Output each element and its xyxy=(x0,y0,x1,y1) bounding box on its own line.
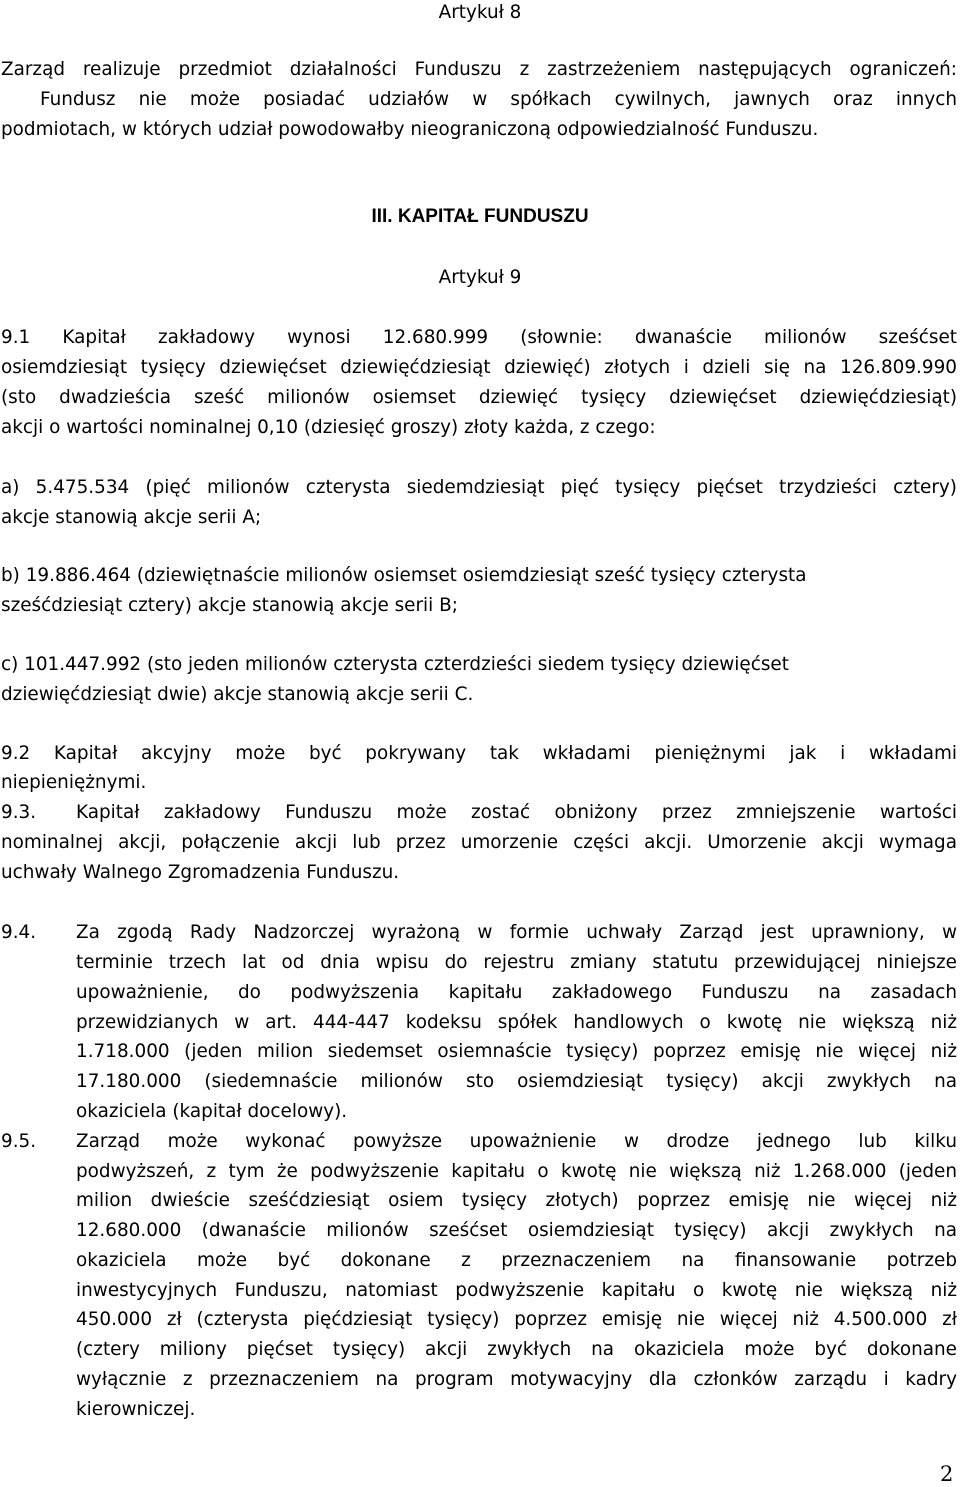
paragraph-9-5-number: 9.5. xyxy=(1,1131,37,1152)
paragraph-9-5-line: wyłącznie z przeznaczeniem na program motywacyjny dla członków zarządu i kadry xyxy=(76,1369,957,1390)
page-number: 2 xyxy=(940,1462,954,1486)
paragraph-9-4-line: 1.718.000 (jeden milion siedemset osiemnaście tysięcy) poprzez emisję nie więcej niż xyxy=(76,1041,957,1062)
paragraph-9-4-line: Za zgodą Rady Nadzorczej wyrażoną w formie uchwały Zarząd jest uprawniony, w xyxy=(76,922,957,943)
paragraph-9-5-line: podwyższeń, z tym że podwyższenie kapitału o kwotę nie większą niż 1.268.000 (jeden xyxy=(76,1161,957,1182)
article-8-line: Zarząd realizuje przedmiot działalności Funduszu z zastrzeżeniem następujących ograniczeń: xyxy=(1,59,957,80)
paragraph-9-3-line: Kapitał zakładowy Funduszu może zostać obniżony przez zmniejszenie wartości xyxy=(76,802,957,823)
article-8-heading: Artykuł 8 xyxy=(438,2,522,23)
paragraph-9-4-line: okaziciela (kapitał docelowy). xyxy=(76,1101,348,1122)
list-item-a-line: akcje stanowią akcje serii A; xyxy=(1,507,262,528)
paragraph-9-3-line: uchwały Walnego Zgromadzenia Funduszu. xyxy=(1,862,400,883)
paragraph-9-5-line: Zarząd może wykonać powyższe upoważnienie w drodze jednego lub kilku xyxy=(76,1131,957,1152)
paragraph-9-3-number: 9.3. xyxy=(1,802,37,823)
paragraph-9-1-line: osiemdziesiąt tysięcy dziewięćset dziewięćdziesiąt dziewięć) złotych i dzieli się na 126.809.990 xyxy=(1,357,957,378)
list-item-b-line: sześćdziesiąt cztery) akcje stanowią akcje serii B; xyxy=(1,595,458,616)
article-9-heading: Artykuł 9 xyxy=(438,267,522,288)
list-item-c-line: c) 101.447.992 (sto jeden milionów czterysta czterdzieści siedem tysięcy dziewięćset xyxy=(1,654,789,675)
paragraph-9-4-line: 17.180.000 (siedemnaście milionów sto osiemdziesiąt tysięcy) akcji zwykłych na xyxy=(76,1071,957,1092)
article-8-line: Fundusz nie może posiadać udziałów w spółkach cywilnych, jawnych oraz innych xyxy=(40,89,957,110)
paragraph-9-5-line: kierowniczej. xyxy=(76,1399,196,1420)
paragraph-9-1-line: (sto dwadzieścia sześć milionów osiemset dziewięć tysięcy dziewięćset dziewięćdziesiąt) xyxy=(1,387,957,408)
paragraph-9-4-line: upoważnienie, do podwyższenia kapitału zakładowego Funduszu na zasadach xyxy=(76,982,957,1003)
paragraph-9-5-line: 450.000 zł (czterysta pięćdziesiąt tysięcy) poprzez emisję nie więcej niż 4.500.000 zł xyxy=(76,1309,957,1330)
paragraph-9-5-line: inwestycyjnych Funduszu, natomiast podwyższenie kapitału o kwotę nie większą niż xyxy=(76,1280,957,1301)
paragraph-9-5-line: okaziciela może być dokonane z przeznaczeniem na finansowanie potrzeb xyxy=(76,1250,957,1271)
paragraph-9-5-line: (cztery miliony pięćset tysięcy) akcji zwykłych na okaziciela może być dokonane xyxy=(76,1339,957,1360)
paragraph-9-1-line: 9.1 Kapitał zakładowy wynosi 12.680.999 (słownie: dwanaście milionów sześćset xyxy=(1,327,957,348)
paragraph-9-4-line: przewidzianych w art. 444-447 kodeksu spółek handlowych o kwotę nie większą niż xyxy=(76,1012,957,1033)
paragraph-9-2-line: 9.2 Kapitał akcyjny może być pokrywany tak wkładami pieniężnymi jak i wkładami xyxy=(1,743,957,764)
article-8-line: podmiotach, w których udział powodowałby nieograniczoną odpowiedzialność Funduszu. xyxy=(1,119,819,140)
list-item-a-line: a) 5.475.534 (pięć milionów czterysta siedemdziesiąt pięć tysięcy pięćset trzydzieści cztery) xyxy=(1,477,957,498)
paragraph-9-1-line: akcji o wartości nominalnej 0,10 (dziesięć groszy) złoty każda, z czego: xyxy=(1,417,656,438)
section-title: III. KAPITAŁ FUNDUSZU xyxy=(371,206,589,227)
paragraph-9-4-number: 9.4. xyxy=(1,922,37,943)
paragraph-9-5-line: 12.680.000 (dwanaście milionów sześćset osiemdziesiąt tysięcy) akcji zwykłych na xyxy=(76,1220,957,1241)
list-item-c-line: dziewięćdziesiąt dwie) akcje stanowią akcje serii C. xyxy=(1,684,474,705)
paragraph-9-4-line: terminie trzech lat od dnia wpisu do rejestru zmiany statutu przewidującej niniejsze xyxy=(76,952,957,973)
paragraph-9-5-line: milion dwieście sześćdziesiąt osiem tysięcy złotych) poprzez emisję nie więcej niż xyxy=(76,1190,957,1211)
paragraph-9-3-line: nominalnej akcji, połączenie akcji lub przez umorzenie części akcji. Umorzenie akcji wymaga xyxy=(1,832,957,853)
paragraph-9-2-line: niepieniężnymi. xyxy=(1,772,147,793)
list-item-b-line: b) 19.886.464 (dziewiętnaście milionów osiemset osiemdziesiąt sześć tysięcy czterysta xyxy=(1,565,807,586)
